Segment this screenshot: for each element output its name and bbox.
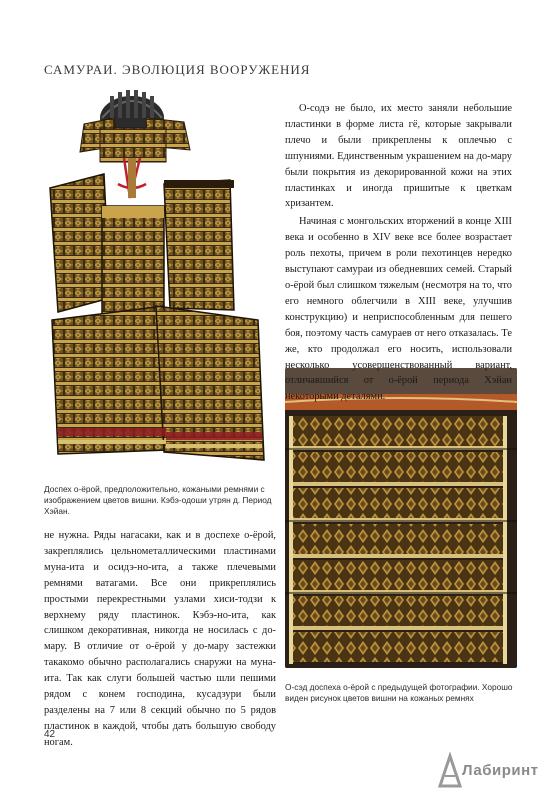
right-text-column [285, 101, 512, 405]
paragraph: О-содэ не было, их место заняли небольшие пластинки в форме листа гё, которые закрывали плечо и были прикреплены к оплечью с шпуниями. Единственным украшением на до-мару были покрытия из декорированной кожи на этих пластинках и иногда пришитые к цветкам хризантем. [285, 103, 512, 210]
logo-text: Лабиринт [462, 762, 539, 779]
armor-detail-photo [285, 368, 517, 668]
armor-illustration [44, 88, 276, 473]
paragraph: не нужна. Ряды нагасаки, как и в доспехе о-ёрой, закреплялись цельнометаллическими пластинами муна-ита и осидэ-но-ита, а также плечевыми ремнями ватагами. Все они прикреплялись простыми перекрестными узлами хиси-тодзи к верхнему ряду пластинок. Кэбэ-но-ита, как слишком декоративная, никогда не носилась с до-мару. В отличие от о-ёрой у до-мару застежки такакомо обычно располагались снаружи на муна-ита. Так как слуги большей частью шли пешими рядом с конем господина, кусадзури были разделены на 7 или 8 секций обычно по 5 рядов пластинок в каждой, чтобы дать большую свободу ногам. [44, 530, 276, 748]
running-header: САМУРАИ. ЭВОЛЮЦИЯ ВООРУЖЕНИЯ [44, 62, 311, 77]
photo-caption-right: О-сэд доспеха о-ёрой с предыдущей фотографии. Хорошо виден рисунок цветов вишни на кожаных ремнях [285, 682, 513, 704]
left-text-column [44, 528, 276, 751]
paragraph: Начиная с монгольских вторжений в конце XIII века и особенно в XIV веке все более возрастает роль пехоты, причем в роли пехотинцев нередко выступают самураи из обедневших семей. Старый о-ёрой был слишком тяжелым (несмотря на то, что его немного облегчили в XIII веке, улучшив конструкцию) и неприспособленным для пешего боя, поэтому часть самураев от него отказалась. Те же, кто продолжал его носить, использовали несколько усовершенствованный вариант, отличавшийся от о-ёрой периода Хэйан некоторыми деталями. [285, 216, 512, 403]
page-number: 42 [44, 729, 56, 740]
armor-photo [44, 88, 276, 473]
photo-caption-left: Доспех о-ёрой, предположительно, кожаными ремнями с изображением цветов вишни. Кэбэ-одоши утрян д. Период Хэйан. [44, 484, 272, 517]
lacing-detail-illustration [285, 368, 517, 668]
